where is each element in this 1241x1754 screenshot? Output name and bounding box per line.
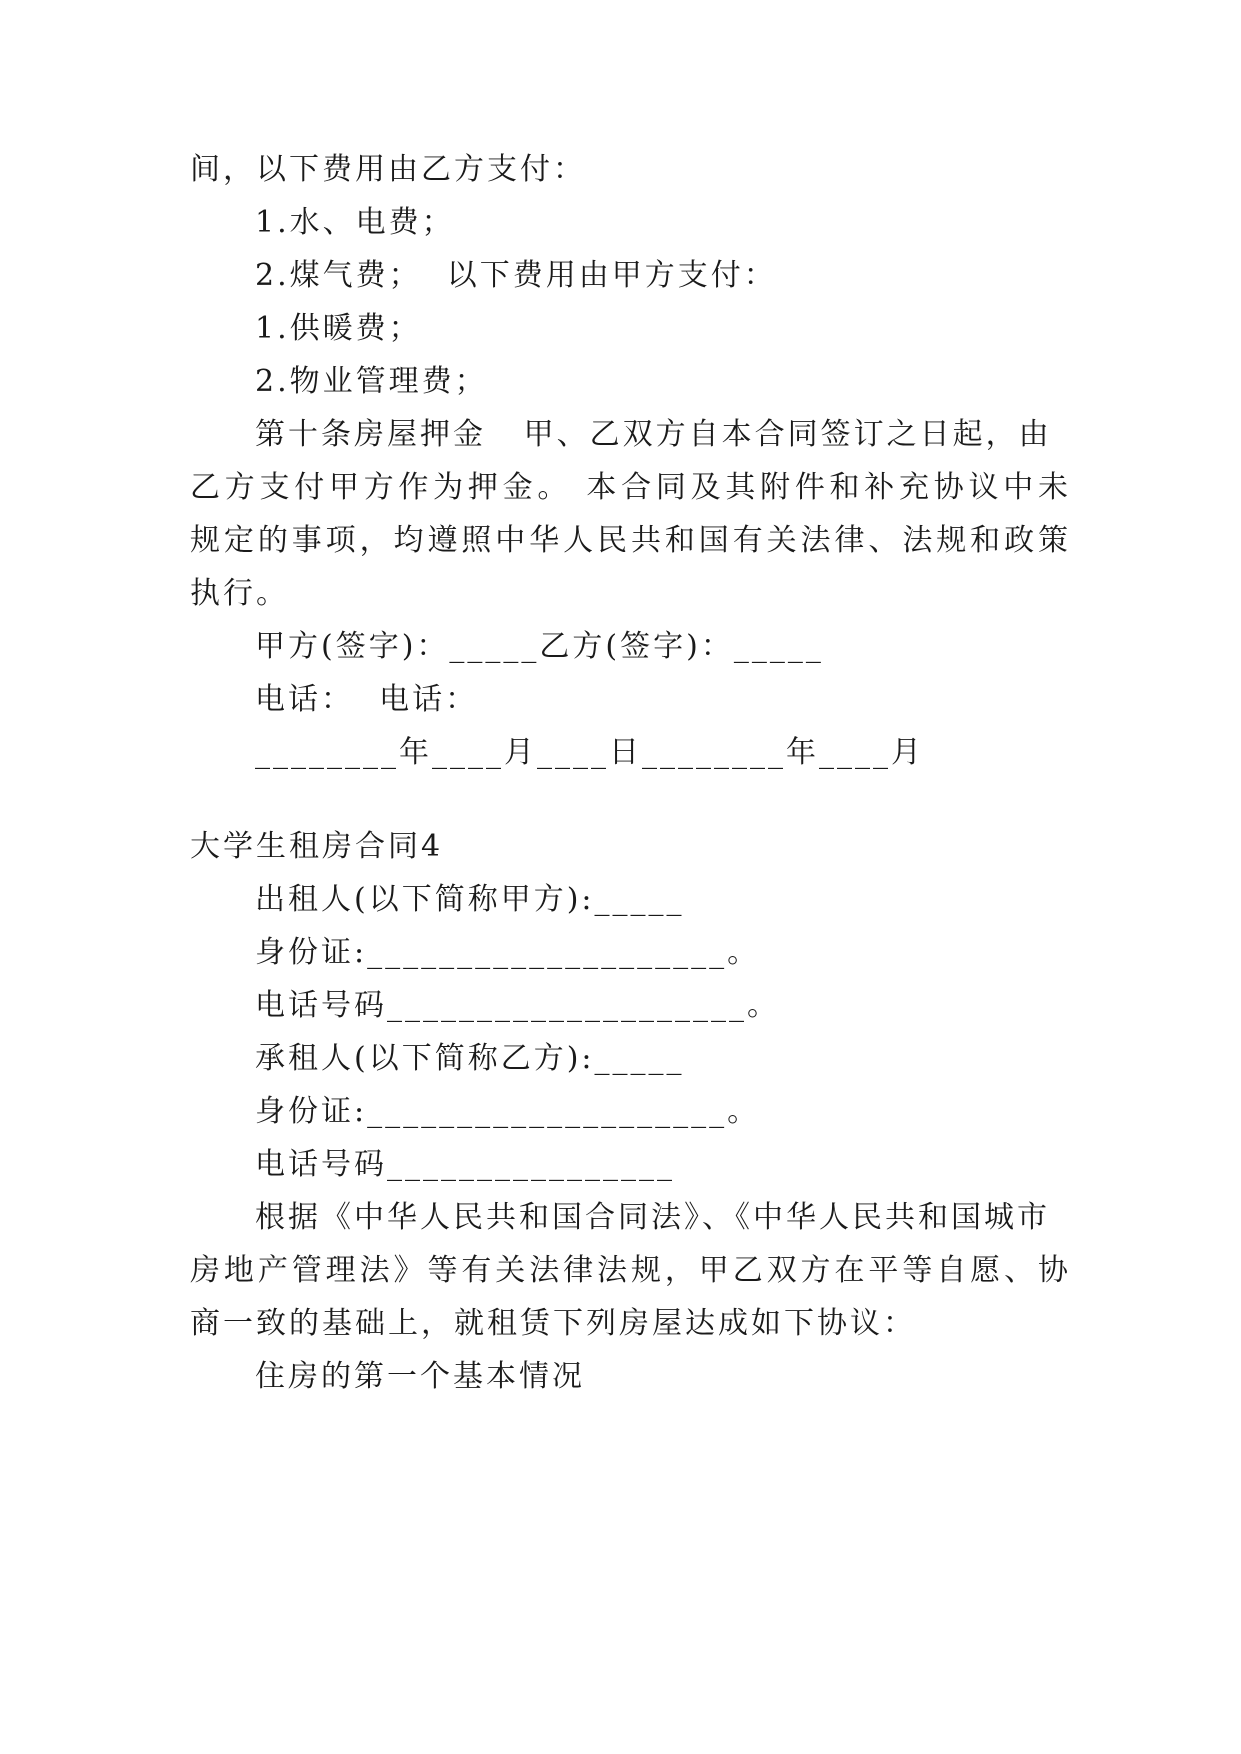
phone-line: 电话： 电话： [255, 682, 479, 717]
signature-line: 甲方(签字)：_____乙方(签字)：_____ [255, 629, 824, 664]
paragraph-line: 房地产管理法》等有关法律法规，甲乙双方在平等自愿、协 [190, 1253, 1070, 1288]
paragraph-line: 间，以下费用由乙方支付： [190, 152, 586, 187]
paragraph-line: 执行。 [190, 576, 289, 611]
paragraph-line: 第十条房屋押金 甲、乙双方自本合同签订之日起，由 [255, 417, 1052, 452]
paragraph-line: 住房的第一个基本情况 [255, 1359, 585, 1394]
form-field-line: 承租人(以下简称乙方):_____ [255, 1041, 685, 1076]
section-title: 大学生租房合同4 [190, 829, 444, 864]
paragraph-line: 规定的事项，均遵照中华人民共和国有关法律、法规和政策 [190, 523, 1070, 558]
paragraph-line: 商一致的基础上，就租赁下列房屋达成如下协议： [190, 1306, 916, 1341]
form-field-line: 电话号码________________ [255, 1147, 675, 1182]
list-item: 2.煤气费； 以下费用由甲方支付： [255, 258, 777, 293]
form-field-line: 身份证:____________________。 [255, 1094, 761, 1129]
form-field-line: 出租人(以下简称甲方):_____ [255, 882, 685, 917]
list-item: 2.物业管理费； [255, 364, 488, 399]
list-item: 1.供暖费； [255, 311, 422, 346]
paragraph-line: 根据《中华人民共和国合同法》、《中华人民共和国城市 [255, 1200, 1050, 1235]
list-item: 1.水、电费； [255, 205, 455, 240]
form-field-line: 电话号码____________________。 [255, 988, 780, 1023]
form-field-line: 身份证:____________________。 [255, 935, 761, 970]
paragraph-line: 乙方支付甲方作为押金。 本合同及其附件和补充协议中未 [190, 470, 1070, 505]
date-line: ________年____月____日________年____月 [255, 735, 924, 770]
